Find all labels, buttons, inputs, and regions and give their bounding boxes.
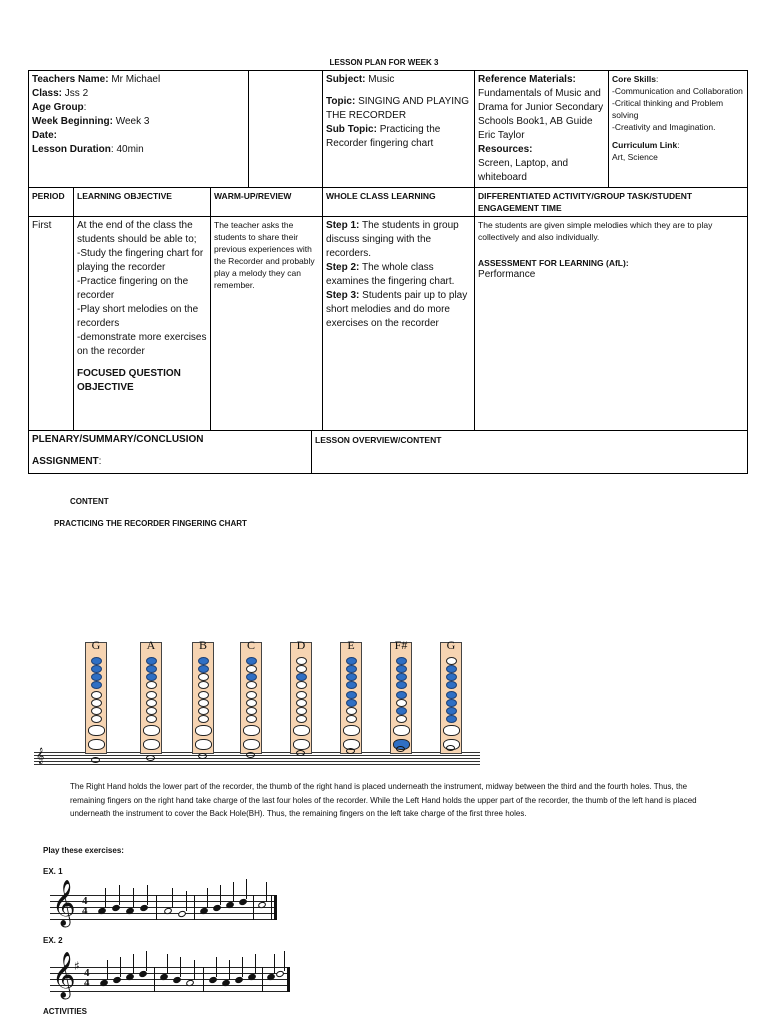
recorder-column: F# bbox=[390, 642, 412, 754]
recorder-column: C bbox=[240, 642, 262, 754]
whole-class-cell: Step 1: The students in group discuss singing with the recorders. Step 2: The whole class examines the fingering chart. Step 3: Students pair up to play short melodies and do more exercises on the recorder bbox=[323, 217, 475, 431]
exercise-1-staff bbox=[50, 880, 275, 926]
plenary-cell: PLENARY/SUMMARY/CONCLUSION ASSIGNMENT: bbox=[29, 431, 312, 474]
content-subheading: PRACTICING THE RECORDER FINGERING CHART bbox=[54, 519, 247, 528]
recorder-column: G bbox=[85, 642, 107, 754]
overview-cell: LESSON OVERVIEW/CONTENT bbox=[312, 431, 748, 474]
page-title: LESSON PLAN FOR WEEK 3 bbox=[329, 58, 439, 67]
recorder-column: B bbox=[192, 642, 214, 754]
treble-clef-icon: 𝄞 bbox=[52, 880, 76, 926]
time-signature: 4 4 bbox=[84, 967, 90, 989]
header-objective: LEARNING OBJECTIVE bbox=[74, 188, 211, 217]
objective-cell: At the end of the class the students should be able to; -Study the fingering chart for playing the recorder -Practice fingering on the recorder -Play short melodies on the recorders -demonstrate more exercises on the recorder FOCUSED QUESTION OBJECTIVE bbox=[74, 217, 211, 431]
ex2-label: EX. 2 bbox=[43, 936, 63, 945]
subject-cell: Subject: Music Topic: SINGING AND PLAYING THE RECORDER Sub Topic: Practicing the Recorder fingering chart bbox=[323, 71, 475, 188]
header-whole-class: WHOLE CLASS LEARNING bbox=[323, 188, 475, 217]
warmup-cell: The teacher asks the students to share their previous experiences with the Recorder and probably play a melody they can remember. bbox=[211, 217, 323, 431]
play-exercises-label: Play these exercises: bbox=[43, 846, 124, 855]
summary-table bbox=[28, 430, 748, 474]
sharp-icon: ♯ bbox=[74, 959, 80, 973]
period-cell: First bbox=[29, 217, 74, 431]
header-period: PERIOD bbox=[29, 188, 74, 217]
treble-clef-icon: 𝄞 bbox=[36, 748, 45, 764]
recorder-column: E bbox=[340, 642, 362, 754]
lesson-plan-table bbox=[28, 70, 748, 431]
core-skills-cell: Core Skills: -Communication and Collaboration -Critical thinking and Problem solving -Creativity and Imagination. Curriculum Link: Art, Science bbox=[609, 71, 748, 188]
reference-cell: Reference Materials: Fundamentals of Music and Drama for Junior Secondary Schools Book1, AB Guide Eric Taylor Resources: Screen, Laptop, and whiteboard bbox=[475, 71, 609, 188]
treble-clef-icon: 𝄞 bbox=[52, 952, 76, 998]
recorder-column: D bbox=[290, 642, 312, 754]
time-signature: 4 4 bbox=[82, 895, 88, 917]
differentiated-cell: The students are given simple melodies which they are to play collectively and also individually. ASSESSMENT FOR LEARNING (AfL): Performance bbox=[475, 217, 748, 431]
header-differentiated: DIFFERENTIATED ACTIVITY/GROUP TASK/STUDENT ENGAGEMENT TIME bbox=[475, 188, 748, 217]
recorder-column: G bbox=[440, 642, 462, 754]
exercise-2-staff bbox=[50, 952, 290, 998]
recorder-column: A bbox=[140, 642, 162, 754]
header-warmup: WARM-UP/REVIEW bbox=[211, 188, 323, 217]
teacher-info-cell: Teachers Name: Mr Michael Class: Jss 2 Age Group: Week Beginning: Week 3 Date: Lesson Duration: 40min bbox=[29, 71, 323, 188]
content-heading: CONTENT bbox=[70, 497, 109, 506]
activities-label: ACTIVITIES bbox=[43, 1007, 88, 1016]
ex1-label: EX. 1 bbox=[43, 867, 63, 876]
hand-position-paragraph: The Right Hand holds the lower part of the recorder, the thumb of the right hand is placed underneath the instrument, midway between the third and the fourth holes. Thus, the remaining fingers on the right hand take charge of the last four holes of the recorder. While the Left Hand holds the upper part of the recorder, the thumb of the left hand is placed underneath the instrument to cover the Back Hole(BH). Thus, the remaining fingers on the left take charge of the first three holes. bbox=[70, 782, 697, 818]
